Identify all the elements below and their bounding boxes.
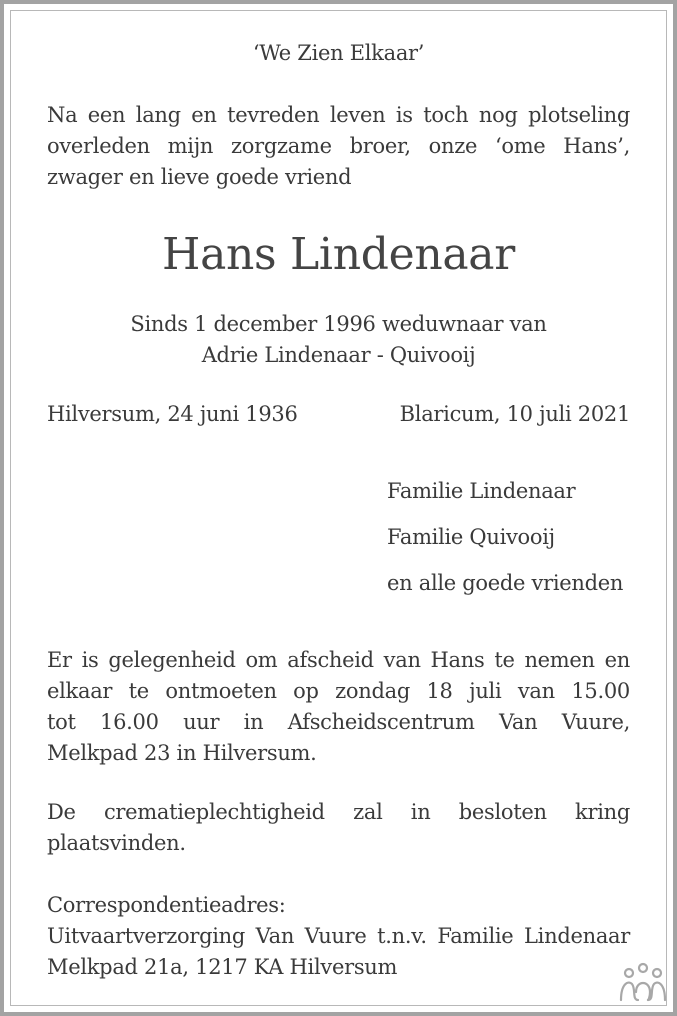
intro-line: zwager en lieve goede vriend bbox=[47, 165, 352, 189]
widower-line: Sinds 1 december 1996 weduwnaar van bbox=[130, 312, 547, 336]
family-2: Familie Quivooij bbox=[387, 525, 555, 549]
family-1: Familie Lindenaar bbox=[387, 479, 576, 503]
birth-info: Hilversum, 24 juni 1936 bbox=[47, 402, 298, 426]
correspondence-address: Melkpad 21a, 1217 KA Hilversum bbox=[47, 955, 398, 979]
farewell-line: Melkpad 23 in Hilversum. bbox=[47, 741, 317, 765]
death-info: Blaricum, 10 juli 2021 bbox=[399, 402, 630, 426]
intro-text bbox=[47, 100, 630, 193]
family-3: en alle goede vrienden bbox=[387, 571, 624, 595]
intro-line: overleden mijn zorgzame broer, onze ‘ome Hans’, bbox=[47, 134, 630, 158]
people-group-icon bbox=[618, 962, 668, 1002]
widower-text bbox=[47, 309, 630, 371]
cremation-line: De crematieplechtigheid zal in besloten kring bbox=[47, 800, 630, 824]
farewell-text bbox=[47, 645, 630, 769]
correspondence-line: Uitvaartverzorging Van Vuure t.n.v. Familie Lindenaar bbox=[47, 924, 630, 948]
farewell-line: tot 16.00 uur in Afscheidscentrum Van Vuure, bbox=[47, 710, 630, 734]
cremation-line: plaatsvinden. bbox=[47, 831, 186, 855]
farewell-line: Er is gelegenheid om afscheid van Hans te nemen en bbox=[47, 648, 630, 672]
motto: ‘We Zien Elkaar’ bbox=[252, 41, 425, 65]
intro-line: Na een lang en tevreden leven is toch nog plotseling bbox=[47, 103, 630, 127]
cremation-text bbox=[47, 797, 630, 859]
correspondence-label: Correspondentieadres: bbox=[47, 893, 286, 917]
correspondence bbox=[47, 890, 630, 983]
deceased-name: Hans Lindenaar bbox=[162, 229, 515, 280]
widower-line: Adrie Lindenaar - Quivooij bbox=[201, 343, 476, 367]
farewell-line: elkaar te ontmoeten op zondag 18 juli van 15.00 bbox=[47, 679, 630, 703]
